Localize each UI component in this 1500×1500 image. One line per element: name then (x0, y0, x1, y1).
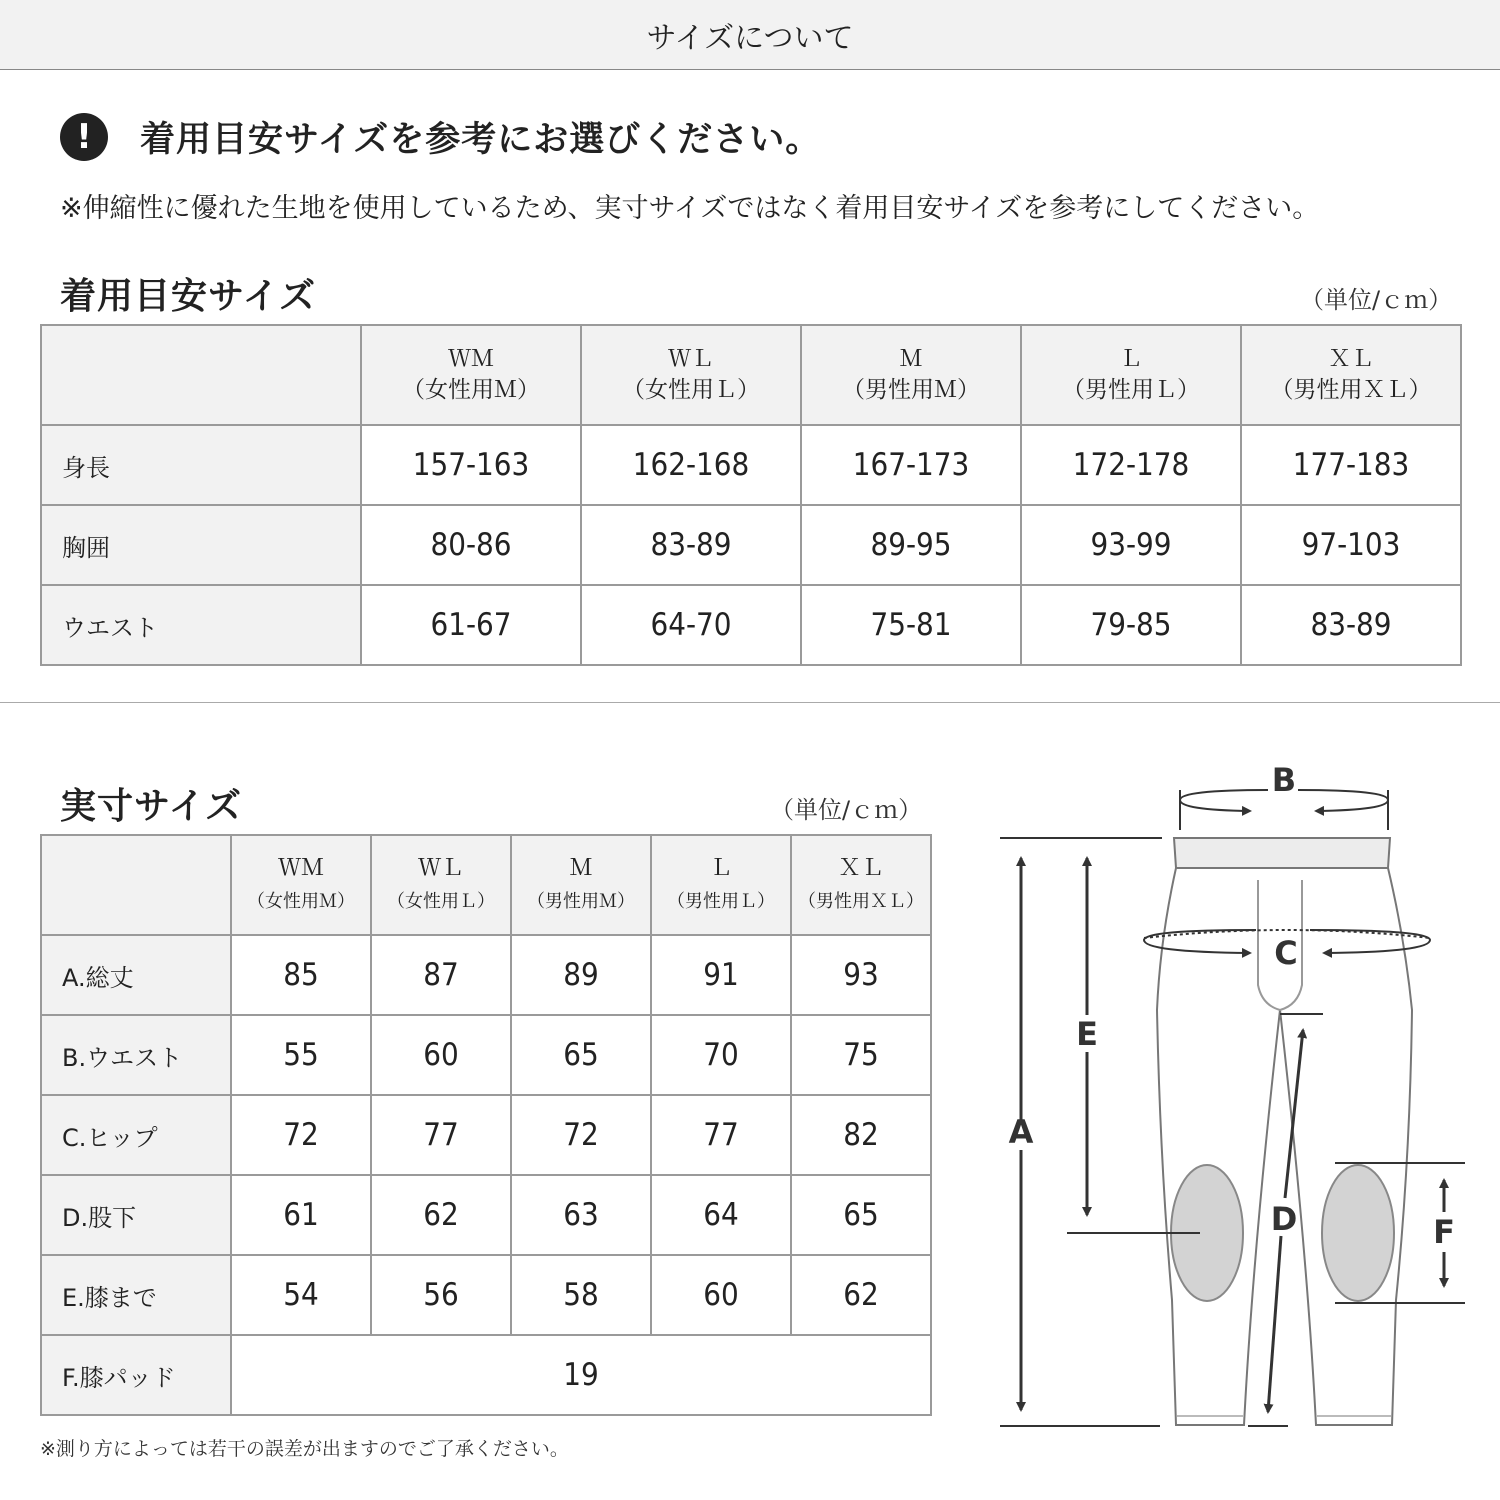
table-row (41, 935, 931, 1015)
size-note: （男性用ＸＬ） (798, 891, 924, 912)
row-label: B.ウエスト (41, 1015, 231, 1095)
size-name: ＷＬ (668, 346, 714, 372)
row-label: ウエスト (41, 585, 361, 665)
size-name: ＷＭ (278, 855, 324, 881)
page-title: サイズについて (646, 20, 854, 56)
table-cell: 72 (231, 1095, 371, 1175)
table-cell: 177-183 (1241, 425, 1461, 505)
table-cell: 89-95 (801, 505, 1021, 585)
size-note: （男性用Ｌ） (667, 891, 775, 912)
table-row (41, 1255, 931, 1335)
size-note: （女性用Ｌ） (622, 377, 760, 403)
row-label: C.ヒップ (41, 1095, 231, 1175)
size-name: Ｌ (1119, 346, 1143, 372)
row-label: E.膝まで (41, 1255, 231, 1335)
exclamation-icon: ! (60, 113, 108, 161)
table-cell: 61-67 (361, 585, 581, 665)
column-header (801, 325, 1021, 425)
table-cell: 58 (511, 1255, 651, 1335)
size-note: （女性用Ｌ） (387, 891, 495, 912)
table-cell: 91 (651, 935, 791, 1015)
page-header (0, 0, 1500, 70)
column-header (581, 325, 801, 425)
table-cell: 80-86 (361, 505, 581, 585)
size-name: ＸＬ (1328, 346, 1374, 372)
row-label: A.総丈 (41, 935, 231, 1015)
column-header (1241, 325, 1461, 425)
table-cell: 157-163 (361, 425, 581, 505)
size-note: （女性用Ｍ） (402, 377, 540, 403)
label-b: B (1271, 761, 1297, 799)
table-cell: 19 (231, 1335, 931, 1415)
table-cell: 87 (371, 935, 511, 1015)
column-header (791, 835, 931, 935)
table-cell: 56 (371, 1255, 511, 1335)
table-cell: 93 (791, 935, 931, 1015)
table-cell: 54 (231, 1255, 371, 1335)
table-cell: 97-103 (1241, 505, 1461, 585)
leggings-outline (1157, 838, 1412, 1425)
notice-subtitle: ※伸縮性に優れた生地を使用しているため、実寸サイズではなく着用目安サイズを参考にしてください。 (60, 193, 1320, 224)
table-cell: 70 (651, 1015, 791, 1095)
actual-unit: （単位/ｃｍ） (770, 796, 923, 824)
table-cell: 93-99 (1021, 505, 1241, 585)
guide-unit: （単位/ｃｍ） (1300, 286, 1453, 314)
label-c: C (1274, 934, 1298, 972)
actual-title: 実寸サイズ (60, 786, 243, 827)
table-row (41, 1335, 931, 1415)
table-cell: 61 (231, 1175, 371, 1255)
size-name: ＷＭ (448, 346, 494, 372)
table-row (41, 1095, 931, 1175)
size-name: Ｌ (709, 855, 733, 881)
table-cell: 63 (511, 1175, 651, 1255)
table-cell: 83-89 (581, 505, 801, 585)
table-header-row (41, 835, 931, 935)
leggings-diagram (990, 755, 1480, 1445)
size-name: ＷＬ (418, 855, 464, 881)
table-cell: 167-173 (801, 425, 1021, 505)
table-cell: 83-89 (1241, 585, 1461, 665)
guide-size-table (40, 324, 1462, 666)
table-cell: 64-70 (581, 585, 801, 665)
column-header (231, 835, 371, 935)
row-label: F.膝パッド (41, 1335, 231, 1415)
notice (60, 112, 821, 162)
table-cell: 60 (371, 1015, 511, 1095)
label-a: A (1008, 1113, 1034, 1151)
footnote: ※測り方によっては若干の誤差が出ますのでご了承ください。 (40, 1438, 569, 1460)
table-header-row (41, 325, 1461, 425)
table-cell: 55 (231, 1015, 371, 1095)
table-cell: 75 (791, 1015, 931, 1095)
table-cell: 79-85 (1021, 585, 1241, 665)
table-row (41, 425, 1461, 505)
size-note: （男性用Ｍ） (527, 891, 635, 912)
notice-title: 着用目安サイズを参考にお選びください。 (140, 120, 822, 160)
size-note: （男性用Ｌ） (1062, 377, 1200, 403)
label-f: F (1433, 1213, 1455, 1251)
table-corner (41, 325, 361, 425)
guide-title: 着用目安サイズ (60, 276, 317, 317)
table-cell: 89 (511, 935, 651, 1015)
column-header (361, 325, 581, 425)
table-cell: 64 (651, 1175, 791, 1255)
column-header (371, 835, 511, 935)
row-label: 身長 (41, 425, 361, 505)
column-header (1021, 325, 1241, 425)
size-name: Ｍ (569, 855, 593, 881)
table-cell: 65 (791, 1175, 931, 1255)
label-d: D (1270, 1200, 1298, 1238)
size-note: （男性用Ｍ） (842, 377, 980, 403)
actual-size-table (40, 834, 932, 1416)
table-cell: 77 (371, 1095, 511, 1175)
table-cell: 60 (651, 1255, 791, 1335)
column-header (651, 835, 791, 935)
row-label: D.股下 (41, 1175, 231, 1255)
size-note: （男性用ＸＬ） (1270, 377, 1432, 403)
label-e: E (1076, 1015, 1098, 1053)
table-cell: 62 (371, 1175, 511, 1255)
table-cell: 162-168 (581, 425, 801, 505)
table-cell: 72 (511, 1095, 651, 1175)
table-cell: 75-81 (801, 585, 1021, 665)
table-row (41, 1175, 931, 1255)
table-cell: 65 (511, 1015, 651, 1095)
table-row (41, 585, 1461, 665)
size-note: （女性用Ｍ） (247, 891, 355, 912)
table-cell: 82 (791, 1095, 931, 1175)
table-row (41, 1015, 931, 1095)
table-cell: 62 (791, 1255, 931, 1335)
right-knee-pad (1322, 1165, 1394, 1301)
table-cell: 85 (231, 935, 371, 1015)
table-corner (41, 835, 231, 935)
column-header (511, 835, 651, 935)
table-row (41, 505, 1461, 585)
size-name: Ｍ (899, 346, 923, 372)
row-label: 胸囲 (41, 505, 361, 585)
size-name: ＸＬ (838, 855, 884, 881)
section-divider (0, 702, 1500, 703)
table-cell: 77 (651, 1095, 791, 1175)
table-cell: 172-178 (1021, 425, 1241, 505)
